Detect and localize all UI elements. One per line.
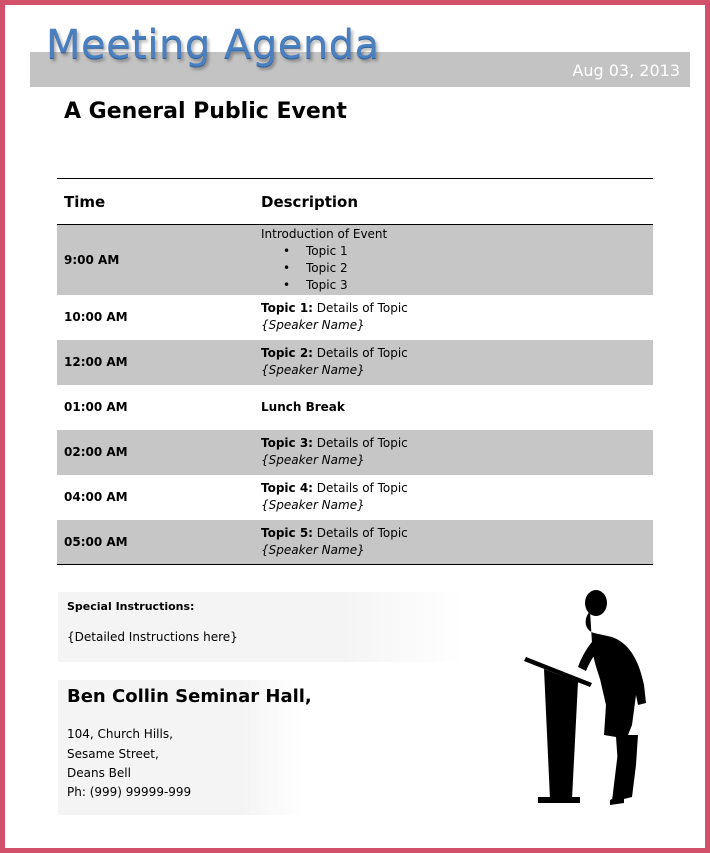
row-description — [261, 345, 408, 379]
lunch-break-label: Lunch Break — [261, 400, 345, 414]
address-line-1: 104, Church Hills, — [67, 727, 173, 741]
row-time: 12:00 AM — [64, 355, 128, 369]
speaker-name: {Speaker Name} — [261, 318, 365, 332]
row-description — [261, 226, 387, 294]
table-row — [57, 225, 653, 295]
table-row — [57, 520, 653, 564]
topic-label: Topic 5: — [261, 526, 313, 540]
venue-name: Ben Collin Seminar Hall, — [67, 686, 312, 707]
row-description — [261, 435, 408, 469]
topic-details: Details of Topic — [312, 481, 408, 495]
topic-label: Topic 4: — [261, 481, 313, 495]
agenda-table — [57, 178, 653, 565]
intro-text: Introduction of Event — [261, 227, 388, 241]
row-description — [261, 480, 408, 514]
instructions-label: Special Instructions: — [67, 600, 195, 613]
speaker-at-podium-icon — [520, 585, 660, 810]
row-description — [261, 525, 408, 559]
speaker-name: {Speaker Name} — [261, 363, 365, 377]
row-time: 02:00 AM — [64, 445, 128, 459]
topic-list — [261, 243, 387, 294]
speaker-name: {Speaker Name} — [261, 543, 365, 557]
topic-label: Topic 3: — [261, 436, 313, 450]
table-row — [57, 295, 653, 340]
table-row — [57, 385, 653, 430]
topic-details: Details of Topic — [312, 436, 408, 450]
table-row — [57, 475, 653, 520]
row-time: 05:00 AM — [64, 535, 128, 549]
speaker-name: {Speaker Name} — [261, 453, 365, 467]
topic-details: Details of Topic — [312, 346, 408, 360]
topic-label: Topic 2: — [261, 346, 313, 360]
topic-details: Details of Topic — [312, 526, 408, 540]
document-title: Meeting Agenda — [46, 22, 380, 68]
event-title: A General Public Event — [64, 99, 347, 124]
row-time: 9:00 AM — [64, 253, 120, 267]
row-time: 10:00 AM — [64, 310, 128, 324]
list-item: • Topic 3 — [283, 278, 348, 292]
speaker-name: {Speaker Name} — [261, 498, 365, 512]
row-description — [261, 300, 408, 334]
phone-number: Ph: (999) 99999-999 — [67, 785, 192, 799]
topic-details: Details of Topic — [312, 301, 408, 315]
row-time: 04:00 AM — [64, 490, 128, 504]
list-item: • Topic 1 — [283, 244, 348, 258]
agenda-table-header — [57, 179, 653, 225]
row-description — [261, 399, 345, 416]
table-row — [57, 340, 653, 385]
address-line-2: Sesame Street, — [67, 747, 159, 761]
topic-label: Topic 1: — [261, 301, 313, 315]
instructions-text: {Detailed Instructions here} — [67, 630, 238, 644]
table-row — [57, 430, 653, 475]
meeting-date: Aug 03, 2013 — [572, 61, 680, 80]
column-header-time: Time — [64, 193, 106, 211]
column-header-description: Description — [261, 193, 359, 211]
list-item: • Topic 2 — [283, 261, 348, 275]
row-time: 01:00 AM — [64, 400, 128, 414]
address-line-3: Deans Bell — [67, 766, 131, 780]
